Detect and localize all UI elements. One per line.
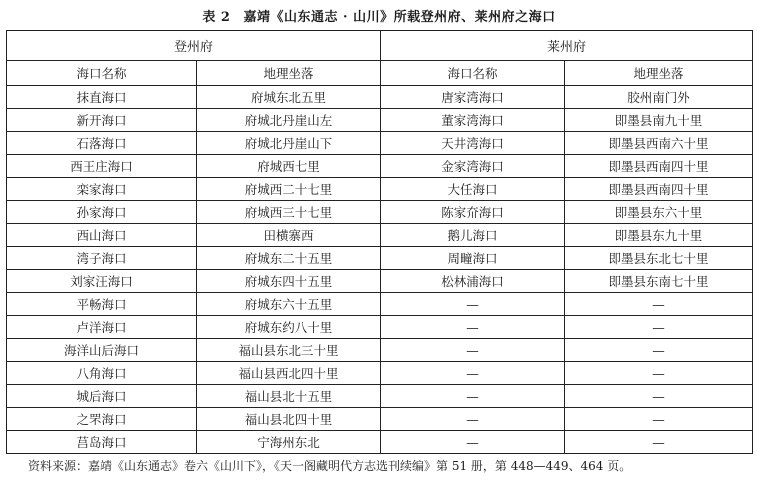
dengzhou-location: 府城东约八十里 (197, 316, 381, 339)
laizhou-haikou-name: 唐家湾海口 (381, 86, 565, 109)
laizhou-location: 即墨县西南四十里 (565, 155, 753, 178)
laizhou-haikou-name: 大任海口 (381, 178, 565, 201)
dengzhou-location: 府城北丹崖山左 (197, 109, 381, 132)
laizhou-location: 即墨县西南六十里 (565, 132, 753, 155)
table-row (7, 431, 753, 454)
dengzhou-haikou-name: 之罘海口 (7, 408, 197, 431)
laizhou-haikou-name: 金家湾海口 (381, 155, 565, 178)
dengzhou-haikou-name: 西王庄海口 (7, 155, 197, 178)
laizhou-haikou-name: 陈家夼海口 (381, 201, 565, 224)
laizhou-location: — (565, 293, 753, 316)
table-row (7, 293, 753, 316)
table-body (7, 86, 753, 454)
laizhou-location: 即墨县东南七十里 (565, 270, 753, 293)
dengzhou-haikou-name: 八角海口 (7, 362, 197, 385)
dengzhou-location: 府城西二十七里 (197, 178, 381, 201)
dengzhou-haikou-name: 平畅海口 (7, 293, 197, 316)
table-row (7, 224, 753, 247)
group-dengzhou: 登州府 (7, 31, 381, 61)
table-caption (0, 6, 758, 25)
dengzhou-haikou-name: 卢洋海口 (7, 316, 197, 339)
laizhou-haikou-name: 周疃海口 (381, 247, 565, 270)
laizhou-haikou-name: — (381, 385, 565, 408)
table-number: 表 2 (202, 10, 231, 25)
dengzhou-location: 宁海州东北 (197, 431, 381, 454)
laizhou-haikou-name: 鹅儿海口 (381, 224, 565, 247)
table-row (7, 270, 753, 293)
col-header-name: 海口名称 (7, 61, 197, 86)
dengzhou-haikou-name: 栾家海口 (7, 178, 197, 201)
table-row (7, 201, 753, 224)
laizhou-location: 即墨县东六十里 (565, 201, 753, 224)
table-row (7, 247, 753, 270)
dengzhou-haikou-name: 莒岛海口 (7, 431, 197, 454)
dengzhou-haikou-name: 刘家汪海口 (7, 270, 197, 293)
group-header-row (7, 31, 753, 61)
dengzhou-location: 福山县北十五里 (197, 385, 381, 408)
table-row (7, 362, 753, 385)
dengzhou-haikou-name: 海洋山后海口 (7, 339, 197, 362)
laizhou-location: — (565, 362, 753, 385)
table-row (7, 132, 753, 155)
dengzhou-location: 府城东六十五里 (197, 293, 381, 316)
dengzhou-location: 府城东北五里 (197, 86, 381, 109)
laizhou-haikou-name: 松林浦海口 (381, 270, 565, 293)
laizhou-location: — (565, 431, 753, 454)
dengzhou-location: 福山县东北三十里 (197, 339, 381, 362)
dengzhou-location: 福山县北四十里 (197, 408, 381, 431)
table-row (7, 316, 753, 339)
dengzhou-location: 府城西三十七里 (197, 201, 381, 224)
laizhou-haikou-name: — (381, 431, 565, 454)
column-header-row (7, 61, 753, 86)
dengzhou-haikou-name: 湾子海口 (7, 247, 197, 270)
dengzhou-location: 府城北丹崖山下 (197, 132, 381, 155)
table-row (7, 109, 753, 132)
laizhou-haikou-name: 天井湾海口 (381, 132, 565, 155)
laizhou-haikou-name: — (381, 362, 565, 385)
table-row (7, 86, 753, 109)
dengzhou-haikou-name: 西山海口 (7, 224, 197, 247)
dengzhou-haikou-name: 孙家海口 (7, 201, 197, 224)
laizhou-haikou-name: — (381, 293, 565, 316)
laizhou-haikou-name: — (381, 339, 565, 362)
table-row (7, 339, 753, 362)
dengzhou-location: 府城东四十五里 (197, 270, 381, 293)
laizhou-haikou-name: — (381, 316, 565, 339)
laizhou-location: 即墨县东九十里 (565, 224, 753, 247)
dengzhou-location: 福山县西北四十里 (197, 362, 381, 385)
dengzhou-location: 田横寨西 (197, 224, 381, 247)
table-row (7, 408, 753, 431)
table-title: 嘉靖《山东通志 · 山川》所载登州府、莱州府之海口 (243, 10, 556, 25)
laizhou-haikou-name: — (381, 408, 565, 431)
laizhou-location: — (565, 316, 753, 339)
dengzhou-location: 府城西七里 (197, 155, 381, 178)
dengzhou-haikou-name: 城后海口 (7, 385, 197, 408)
dengzhou-haikou-name: 抹直海口 (7, 86, 197, 109)
laizhou-haikou-name: 董家湾海口 (381, 109, 565, 132)
table-row (7, 178, 753, 201)
dengzhou-haikou-name: 新开海口 (7, 109, 197, 132)
group-laizhou: 莱州府 (381, 31, 753, 61)
dengzhou-haikou-name: 石落海口 (7, 132, 197, 155)
dengzhou-location: 府城东二十五里 (197, 247, 381, 270)
laizhou-location: 即墨县西南四十里 (565, 178, 753, 201)
laizhou-location: 即墨县东北七十里 (565, 247, 753, 270)
laizhou-location: — (565, 339, 753, 362)
col-header-name: 海口名称 (381, 61, 565, 86)
haikou-table (6, 30, 753, 454)
table-row (7, 385, 753, 408)
table-row (7, 155, 753, 178)
laizhou-location: — (565, 385, 753, 408)
laizhou-location: 胶州南门外 (565, 86, 753, 109)
laizhou-location: 即墨县南九十里 (565, 109, 753, 132)
col-header-location: 地理坐落 (197, 61, 381, 86)
col-header-location: 地理坐落 (565, 61, 753, 86)
source-note: 资料来源：嘉靖《山东通志》卷六《山川下》，《天一阁藏明代方志选刊续编》第 51 册，第 448—449、464 页。 (28, 459, 632, 473)
laizhou-location: — (565, 408, 753, 431)
